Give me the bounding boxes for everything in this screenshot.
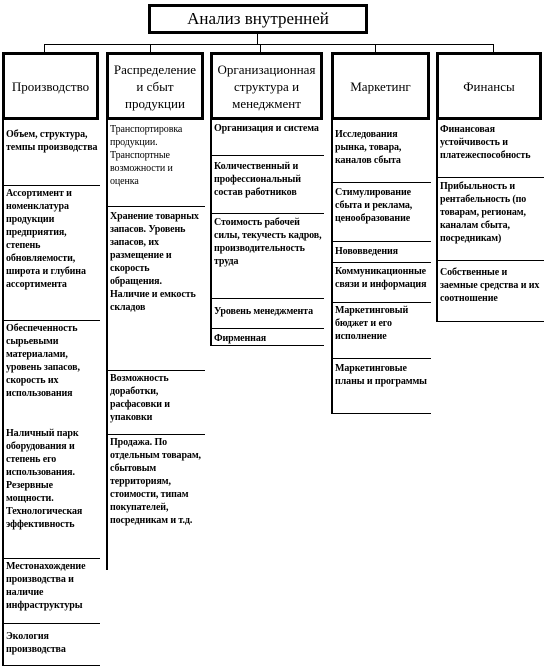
production-divider-3 bbox=[4, 558, 100, 559]
diagram-title: Анализ внутренней bbox=[148, 4, 368, 34]
organization-divider-2 bbox=[212, 213, 324, 214]
column-header-marketing-label: Маркетинг bbox=[350, 78, 411, 94]
finance-item-2: Прибыльность и рентабельность (по товарам, регионам, каналам сбыта, посредникам) bbox=[440, 181, 527, 244]
marketing-item-3: Нововведения bbox=[335, 246, 398, 257]
marketing-divider-3 bbox=[333, 262, 431, 263]
organization-item-5: Фирменная bbox=[214, 333, 267, 344]
header-bus-line bbox=[44, 44, 493, 45]
distribution-divider-1 bbox=[108, 206, 205, 207]
marketing-item-2: Стимулирование сбыта и реклама, ценообразование bbox=[335, 187, 413, 224]
production-item-5: Местонахождение производства и наличие инфраструктуры bbox=[6, 561, 86, 611]
marketing-divider-1 bbox=[333, 182, 431, 183]
column-header-distribution bbox=[106, 52, 204, 120]
column-header-production bbox=[2, 52, 99, 120]
column-header-organization bbox=[210, 52, 323, 120]
marketing-item-5: Маркетинговый бюджет и его исполнение bbox=[335, 305, 409, 342]
marketing-divider-bottom bbox=[331, 413, 431, 414]
distribution-item-1: Транспортировка продукции. Транспортные возможности и оценка bbox=[110, 124, 183, 187]
column-header-production-label: Производство bbox=[11, 78, 90, 94]
production-item-1: Объем, структура, темпы производства bbox=[6, 129, 98, 153]
column-header-distribution-label: Распределение и сбыт продукции bbox=[113, 61, 197, 111]
distribution-item-2: Хранение товарных запасов. Уровень запасов, их размещение и скорость обращения. Наличие и емкость складов bbox=[110, 211, 199, 313]
marketing-item-6: Маркетинговые планы и программы bbox=[335, 363, 427, 387]
production-divider-2 bbox=[4, 320, 100, 321]
distribution-divider-2 bbox=[108, 370, 205, 371]
finance-divider-bottom bbox=[436, 321, 544, 322]
column-header-marketing bbox=[331, 52, 430, 120]
distribution-divider-3 bbox=[108, 434, 205, 435]
finance-divider-1 bbox=[438, 177, 544, 178]
distribution-item-4: Продажа. По отдельным товарам, сбытовым территориям, стоимости, типам покупателей, посредникам и т.д. bbox=[110, 437, 201, 526]
distribution-item-3: Возможность доработки, расфасовки и упаковки bbox=[110, 373, 170, 423]
production-item-3: Обеспеченность сырьевыми материалами, уровень запасов, скорость их использования bbox=[6, 323, 80, 399]
organization-divider-1 bbox=[212, 155, 324, 156]
production-item-6: Экология производства bbox=[6, 631, 66, 655]
marketing-divider-5 bbox=[333, 358, 431, 359]
marketing-item-4: Коммуникационные связи и информация bbox=[335, 266, 427, 290]
marketing-divider-2 bbox=[333, 241, 431, 242]
organization-item-4: Уровень менеджмента bbox=[214, 306, 313, 317]
organization-divider-bottom bbox=[210, 345, 324, 346]
column-header-finance bbox=[436, 52, 542, 120]
marketing-divider-4 bbox=[333, 302, 431, 303]
finance-item-3: Собственные и заемные средства и их соотношение bbox=[440, 267, 540, 304]
column-header-organization-label: Организационная структура и менеджмент bbox=[217, 61, 316, 111]
column-header-finance-label: Финансы bbox=[463, 78, 515, 94]
finance-item-1: Финансовая устойчивость и платежеспособность bbox=[440, 124, 531, 161]
organization-item-1: Организация и система bbox=[214, 123, 319, 134]
organization-divider-4 bbox=[212, 328, 324, 329]
production-divider-bottom bbox=[2, 665, 100, 666]
production-item-4: Наличный парк оборудования и степень его использования. Резервные мощности. Технологическая эффективность bbox=[6, 428, 83, 530]
production-divider-4 bbox=[4, 623, 100, 624]
organization-item-2: Количественный и профессиональный состав работников bbox=[214, 161, 301, 198]
production-divider-1 bbox=[4, 185, 100, 186]
production-item-2: Ассортимент и номенклатура продукции предприятия, степень обновляемости, широта и глубина ассортимента bbox=[6, 188, 86, 290]
marketing-item-1: Исследования рынка, товара, каналов сбыта bbox=[335, 129, 402, 166]
organization-divider-3 bbox=[212, 298, 324, 299]
finance-divider-2 bbox=[438, 260, 544, 261]
organization-item-3: Стоимость рабочей силы, текучесть кадров, производительность труда bbox=[214, 217, 322, 267]
